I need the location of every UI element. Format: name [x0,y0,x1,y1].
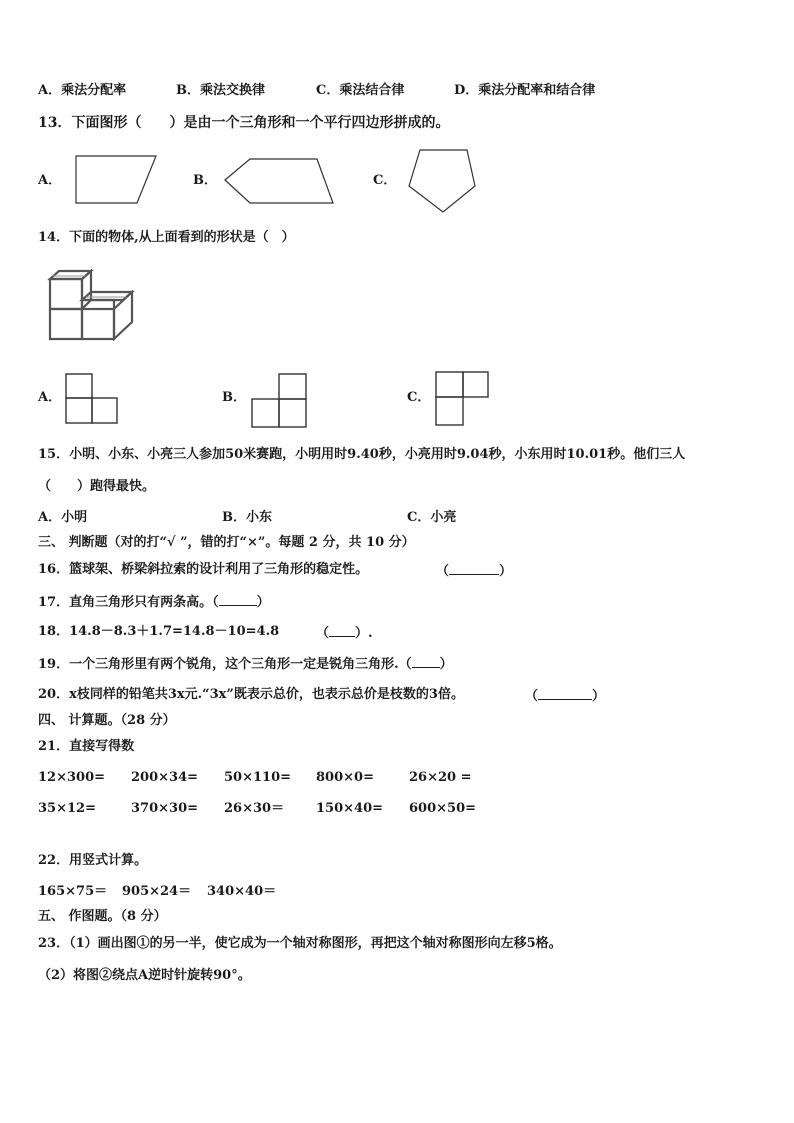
q16-answer-blank[interactable]: （ ） [436,564,513,579]
q21-item: 200×34= [131,770,199,785]
q15-option-c: C．小亮 [407,510,457,525]
q21-item: 26×20 = [409,770,472,785]
q12-option-c: C．乘法结合律 [316,83,405,98]
q17-text: 17．直角三角形只有两条高。（ ） [38,595,270,610]
q19-answer-blank[interactable] [412,655,440,668]
q18-answer-blank[interactable]: （ ）. [316,626,373,641]
q17-answer-blank[interactable] [219,593,257,606]
q23-line-2: （2）将图②绕点A逆时针旋转90°。 [38,968,251,983]
q21-item: 12×300= [38,770,106,785]
q14-stem: 14．下面的物体,从上面看到的形状是（ ） [38,230,295,245]
q23-line-1: 23．（1）画出图①的另一半，使它成为一个轴对称图形，再把这个轴对称图形向左移5格。 [38,936,562,951]
q13-option-c-label: C． [373,173,397,188]
q21-item: 600×50= [409,801,477,816]
q13-option-a-label: A． [38,173,62,188]
q13-stem: 13．下面图形（ ）是由一个三角形和一个平行四边形拼成的。 [38,115,450,131]
q21-stem: 21．直接写得数 [38,739,135,754]
q12-option-b: B．乘法交换律 [176,83,265,98]
q22-item: 340×40＝ [207,884,277,899]
q15-option-b: B．小东 [222,510,272,525]
q20-text: 20．x枝同样的铅笔共3x元.“3x”既表示总价，也表示总价是枝数的3倍。 [38,687,464,702]
q14-figure-c [0,0,794,440]
q21-item: 35×12= [38,801,96,816]
q21-item: 50×110= [224,770,292,785]
section-3-heading: 三、 判断题（对的打“√ ”，错的打“×”。每题 2 分，共 10 分） [38,535,415,550]
q21-item: 26×30＝ [224,801,285,816]
q15-stem-line-2: （ ）跑得最快。 [38,479,156,494]
q22-item: 165×75＝ [38,884,108,899]
q20-answer-blank[interactable]: （ ） [525,689,606,704]
q15-option-a: A．小明 [38,510,88,525]
q16-text: 16．篮球架、桥梁斜拉索的设计利用了三角形的稳定性。 [38,562,369,577]
q19-text: 19．一个三角形里有两个锐角，这个三角形一定是锐角三角形.（ ） [38,657,453,672]
q14-option-c-label: C． [407,390,431,405]
q22-item: 905×24＝ [122,884,192,899]
section-5-heading: 五、 作图题。（8 分） [38,909,167,924]
q12-option-d: D．乘法分配率和结合律 [454,83,596,98]
q21-item: 370×30= [131,801,199,816]
q21-item: 800×0= [316,770,374,785]
q21-item: 150×40= [316,801,384,816]
section-4-heading: 四、 计算题。（28 分） [38,713,176,728]
q15-stem-line-1: 15．小明、小东、小亮三人参加50米赛跑，小明用时9.40秒，小亮用时9.04秒，小东用时10.01秒。他们三人 [38,447,686,462]
q14-option-b-label: B． [222,390,246,405]
q13-option-b-label: B． [193,173,217,188]
q22-stem: 22．用竖式计算。 [38,853,148,868]
q14-option-a-label: A． [38,390,62,405]
q18-text: 18．14.8－8.3＋1.7=14.8－10=4.8 [38,624,280,639]
q12-option-a: A．乘法分配率 [38,83,127,98]
